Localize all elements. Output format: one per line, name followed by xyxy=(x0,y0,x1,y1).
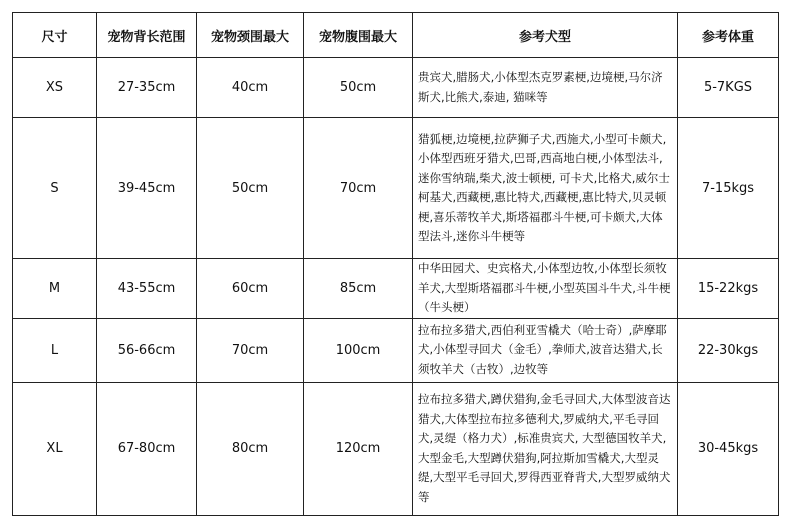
table-row xyxy=(13,118,779,259)
neck-max-cell: 50cm xyxy=(197,118,304,259)
belly-max-cell: 50cm xyxy=(304,58,413,118)
size-cell: M xyxy=(13,259,97,319)
neck-max-cell: 70cm xyxy=(197,318,304,382)
header-row xyxy=(13,13,779,58)
belly-max-cell: 70cm xyxy=(304,118,413,259)
belly-max-cell: 85cm xyxy=(304,259,413,319)
header-size: 尺寸 xyxy=(13,13,97,58)
back-length-cell: 27-35cm xyxy=(97,58,197,118)
table-body xyxy=(13,58,779,516)
breeds-cell: 拉布拉多猎犬,西伯利亚雪橇犬（哈士奇）,萨摩耶犬,小体型寻回犬（金毛）,拳师犬,波音达猎犬,长须牧羊犬（古牧）,边牧等 xyxy=(413,318,678,382)
neck-max-cell: 60cm xyxy=(197,259,304,319)
belly-max-cell: 120cm xyxy=(304,382,413,515)
breeds-cell: 中华田园犬、史宾格犬,小体型边牧,小体型长须牧羊犬,大型斯塔福郡斗牛梗,小型英国斗牛犬,斗牛梗（牛头梗） xyxy=(413,259,678,319)
table-row xyxy=(13,58,779,118)
table-row xyxy=(13,259,779,319)
table-header xyxy=(13,13,779,58)
size-cell: S xyxy=(13,118,97,259)
header-neck-max: 宠物颈围最大 xyxy=(197,13,304,58)
header-weight: 参考体重 xyxy=(678,13,779,58)
belly-max-cell: 100cm xyxy=(304,318,413,382)
breeds-cell: 贵宾犬,腊肠犬,小体型杰克罗素梗,边境梗,马尔济斯犬,比熊犬,泰迪, 猫咪等 xyxy=(413,58,678,118)
weight-cell: 7-15kgs xyxy=(678,118,779,259)
breeds-cell: 猎狐梗,边境梗,拉萨狮子犬,西施犬,小型可卡颇犬,小体型西班牙猎犬,巴哥,西高地白梗,小体型法斗,迷你雪纳瑞,柴犬,波士顿梗, 可卡犬,比格犬,威尔士柯基犬,西藏梗,惠比特犬,西藏梗,惠比特犬,贝灵顿梗,喜乐蒂牧羊犬,斯塔福郡斗牛梗,可卡颇犬,大体型法斗,迷你斗牛梗等 xyxy=(413,118,678,259)
header-breeds: 参考犬型 xyxy=(413,13,678,58)
back-length-cell: 67-80cm xyxy=(97,382,197,515)
weight-cell: 15-22kgs xyxy=(678,259,779,319)
breeds-cell: 拉布拉多猎犬,蹲伏猎狗,金毛寻回犬,大体型波音达猎犬,大体型拉布拉多德利犬,罗威纳犬,平毛寻回犬,灵缇（格力犬）,标准贵宾犬, 大型德国牧羊犬,大型金毛,大型蹲伏猎狗,阿拉斯加雪橇犬,大型灵缇,大型平毛寻回犬,罗得西亚脊背犬,大型罗威纳犬等 xyxy=(413,382,678,515)
weight-cell: 22-30kgs xyxy=(678,318,779,382)
table-row xyxy=(13,318,779,382)
back-length-cell: 39-45cm xyxy=(97,118,197,259)
size-cell: XS xyxy=(13,58,97,118)
neck-max-cell: 80cm xyxy=(197,382,304,515)
size-cell: XL xyxy=(13,382,97,515)
header-belly-max: 宠物腹围最大 xyxy=(304,13,413,58)
neck-max-cell: 40cm xyxy=(197,58,304,118)
header-back-length: 宠物背长范围 xyxy=(97,13,197,58)
back-length-cell: 43-55cm xyxy=(97,259,197,319)
size-chart-table xyxy=(12,12,779,516)
weight-cell: 5-7KGS xyxy=(678,58,779,118)
size-cell: L xyxy=(13,318,97,382)
back-length-cell: 56-66cm xyxy=(97,318,197,382)
weight-cell: 30-45kgs xyxy=(678,382,779,515)
table-row xyxy=(13,382,779,515)
